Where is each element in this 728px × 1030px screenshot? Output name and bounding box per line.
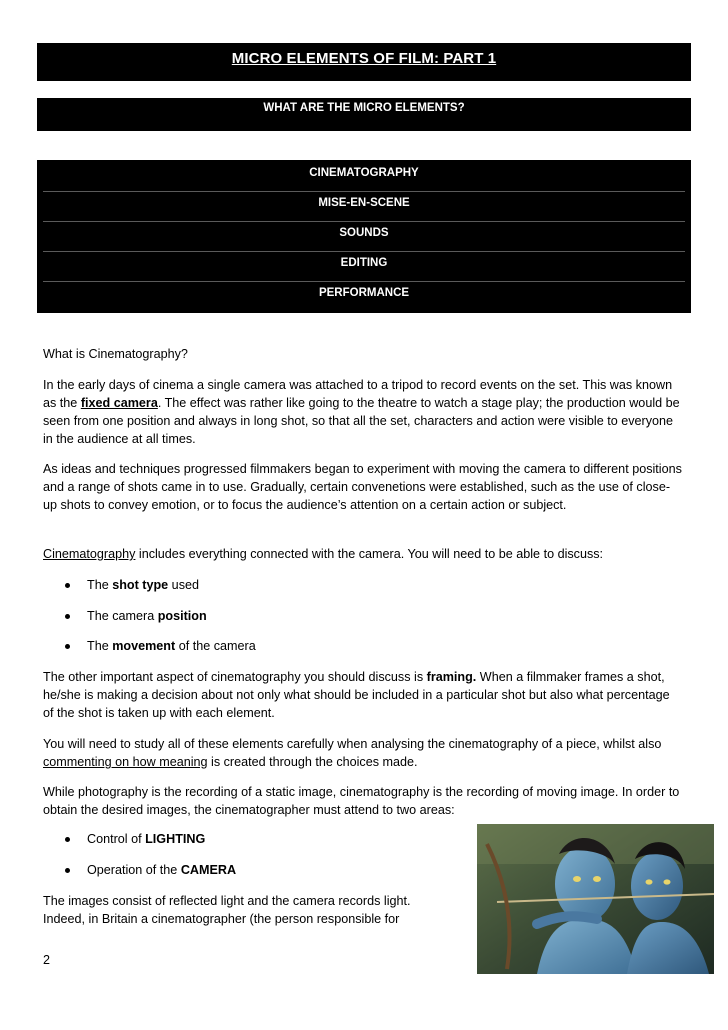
page-number: 2 (43, 953, 51, 967)
element-row (43, 252, 685, 282)
list-item-text: The (87, 578, 113, 592)
list-item-text: Control of (87, 832, 146, 846)
paragraph-line: The images consist of reflected light and the camera records light. (43, 894, 411, 908)
paragraph-photography: While photography is the recording of a static image, cinematography is the recording of moving image. In order to obtain the desired images, the cinematographer must attend to two areas: (43, 785, 680, 817)
list-item-bold: LIGHTING (145, 832, 206, 846)
bullet-icon (65, 583, 70, 588)
element-label: EDITING (340, 257, 388, 269)
list-item-text: The camera (87, 609, 158, 623)
paragraph-line: Indeed, in Britain a cinematographer (the person responsible for (43, 912, 400, 926)
element-row (43, 282, 685, 312)
paragraph-analysing (43, 735, 683, 771)
fixed-camera-term: fixed camera (80, 396, 158, 410)
list-item-text: The (87, 639, 113, 653)
page-title: MICRO ELEMENTS OF FILM: PART 1 (231, 50, 497, 67)
bullet-icon (65, 644, 70, 649)
element-label: PERFORMANCE (318, 287, 410, 299)
paragraph-fixed-camera (43, 376, 683, 448)
element-row (43, 192, 685, 222)
film-still-illustration (477, 824, 714, 974)
list-item-bold: movement (112, 639, 176, 653)
section-heading: WHAT ARE THE MICRO ELEMENTS? (263, 102, 465, 114)
paragraph-text: You will need to study all of these elements carefully when analysing the cinematography of a piece, whilst also (43, 737, 662, 751)
bullet-icon (65, 868, 70, 873)
framing-term: framing. (426, 670, 477, 684)
element-label: CINEMATOGRAPHY (309, 167, 419, 179)
paragraph-techniques: As ideas and techniques progressed filmmakers began to experiment with moving the camera to different positions and a range of shots came in to use. Gradually, certain convenetions were established, such as the use of close-up shots to convey emotion, or to focus the audience’s attention on a certain action or subject. (43, 462, 682, 512)
film-still-image (477, 824, 714, 974)
paragraph-light (43, 892, 463, 928)
bullet-icon (65, 614, 70, 619)
paragraph-cinematography-intro (43, 545, 683, 563)
list-item-text: of the camera (175, 639, 256, 653)
element-label: SOUNDS (339, 227, 389, 239)
element-row (43, 162, 685, 192)
paragraph-text: . The effect was rather like going to the theatre to watch a stage play; the production would be seen from one position and always in long shot, so that all the set, characters and action were visible to everyone in the audience at all times. (43, 396, 680, 446)
bullet-icon (65, 837, 70, 842)
element-label: MISE-EN-SCENE (318, 197, 410, 209)
list-item-text: used (168, 578, 199, 592)
paragraph-text: When a filmmaker frames a shot, he/she is making a decision about not only what should be included in a particular shot but also what percentage of the shot is taken up with each element. (43, 670, 670, 720)
subtitle-banner (37, 98, 691, 131)
paragraph-text: The other important aspect of cinematography you should discuss is (43, 670, 427, 684)
commenting-term: commenting on how meaning (43, 755, 208, 769)
micro-elements-table (37, 160, 691, 313)
list-item-bold: position (157, 609, 207, 623)
paragraph-framing (43, 668, 683, 722)
list-item-bold: CAMERA (180, 863, 237, 877)
title-banner (37, 43, 691, 81)
list-item-text: Operation of the (87, 863, 181, 877)
paragraph-text: includes everything connected with the camera. You will need to be able to discuss: (135, 547, 604, 561)
list-item-bold: shot type (112, 578, 169, 592)
question-heading: What is Cinematography? (43, 347, 188, 361)
element-row (43, 222, 685, 252)
paragraph-text: is created through the choices made. (207, 755, 418, 769)
cinematography-term: Cinematography (43, 547, 136, 561)
paragraph-text: In the early days of cinema a single camera was attached to a tripod to record events on the set. This was known as the (43, 378, 673, 410)
